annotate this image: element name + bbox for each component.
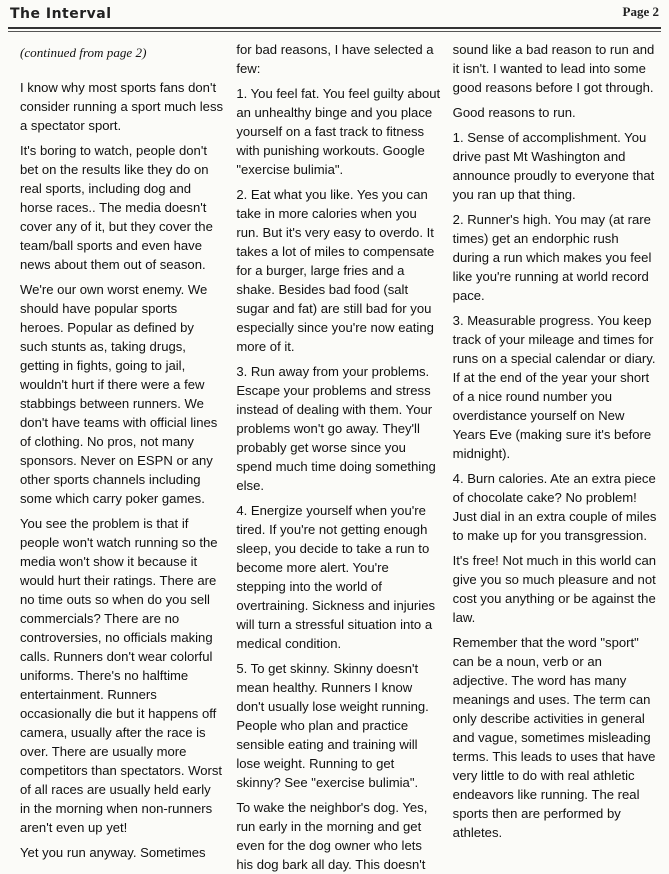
- paragraph: 3. Run away from your problems. Escape your problems and stress instead of dealing with them. Your problems won't go away. They'll probably get worse since you spend much time doing something else.: [236, 364, 436, 493]
- article-body: [20, 40, 657, 872]
- paragraph: We're our own worst enemy. We should have popular sports heroes. Popular as defined by such stunts as, taking drugs, getting in fights, going to jail, wouldn't hurt if there were a few stabbings between runners. We don't have teams with official lines of clothing. No pros, not many sponsors. Never on ESPN or any other sports channels including some which carry poker games.: [20, 282, 218, 506]
- paragraph: 2. Eat what you like. Yes you can take in more calories when you run. But it's very easy to overdo. It takes a lot of miles to compensate for a burger, large fries and a shake. Besides bad food (salt sugar and fat) are still bad for you especially since you're now eating more of it.: [236, 187, 435, 354]
- paragraph: Remember that the word "sport" can be a noun, verb or an adjective. The word has many meanings and uses. The term can only describe activities in general and vague, sometimes misleading terms. This leads to uses that have very little to do with real athletic endeavors like running. The real sports then are performed by athletes.: [452, 635, 656, 840]
- paragraph: To wake the neighbor's dog. Yes, run early in the morning and get even for the dog owner who lets his dog bark all day. This doesn't: [236, 800, 428, 872]
- paragraph: 5. To get skinny. Skinny doesn't mean healthy. Runners I know don't usually lose weight running. People who plan and practice sensible eating and training will lose weight. Running to get skinny? See "exercise bulimia".: [236, 661, 429, 790]
- paragraph: Good reasons to run.: [452, 105, 576, 120]
- masthead-title: The Interval: [10, 6, 112, 22]
- paragraph: sound like a bad reason to run and it isn't. I wanted to lead into some good reasons before I got through.: [452, 42, 655, 95]
- column-2: [236, 40, 441, 872]
- paragraph: I know why most sports fans don't consider running a sport much less a spectator sport.: [20, 80, 224, 133]
- paragraph: for bad reasons, I have selected a few:: [236, 42, 434, 76]
- paragraph: It's free! Not much in this world can give you so much pleasure and not cost you anything or be against the law.: [452, 553, 657, 625]
- paragraph: 4. Burn calories. Ate an extra piece of chocolate cake? No problem! Just dial in an extra couple of miles to make up for you transgression.: [452, 471, 657, 543]
- paragraph: 4. Energize yourself when you're tired. If you're not getting enough sleep, you decide to take a run to become more alert. You're stepping into the world of overtraining. Sickness and injuries will turn a stressful situation into a medical condition.: [236, 503, 436, 651]
- header-rule-thin: [8, 31, 661, 32]
- paragraph: It's boring to watch, people don't bet on the results like they do on real sports, including dog and horse races.. The media doesn't cover any of it, but they cover the team/ball sports and even have news about them out of season.: [20, 143, 213, 272]
- paragraph: 3. Measurable progress. You keep track of your mileage and times for runs on a special calendar or diary. If at the end of the year your short of a nice round number you overdistance yourself on New Years Eve (making sure it's before midnight).: [452, 313, 656, 461]
- column-1: [20, 40, 224, 860]
- paragraph: You see the problem is that if people won't watch running so the media won't show it because it would hurt their ratings. There are no time outs so when do you sell commercials? There are no controversies, no officials making calls. Runners don't wear colorful uniforms. There's no halftime entertainment. Runners occasionally die but it happens off camera, usually after the race is over. There are usually more competitors than spectators. Worst of all races are usually held early in the morning when non-runners aren't even up yet!: [20, 516, 223, 835]
- header-rule: [8, 27, 661, 29]
- paragraph: 2. Runner's high. You may (at rare times) get an endorphic rush during a run which makes you feel like you're running at world record pace.: [452, 212, 652, 303]
- column-3: [452, 40, 657, 840]
- paragraph: 1. You feel fat. You feel guilty about an unhealthy binge and you place yourself on a fast track to fitness with punishing workouts. Google "exercise bulimia".: [236, 86, 441, 177]
- paragraph: Yet you run anyway. Sometimes: [20, 845, 206, 860]
- page-number: Page 2: [622, 4, 659, 19]
- continued-note: (continued from page 2): [20, 45, 147, 60]
- paragraph: 1. Sense of accomplishment. You drive past Mt Washington and announce proudly to everyone that you ran up that thing.: [452, 130, 655, 202]
